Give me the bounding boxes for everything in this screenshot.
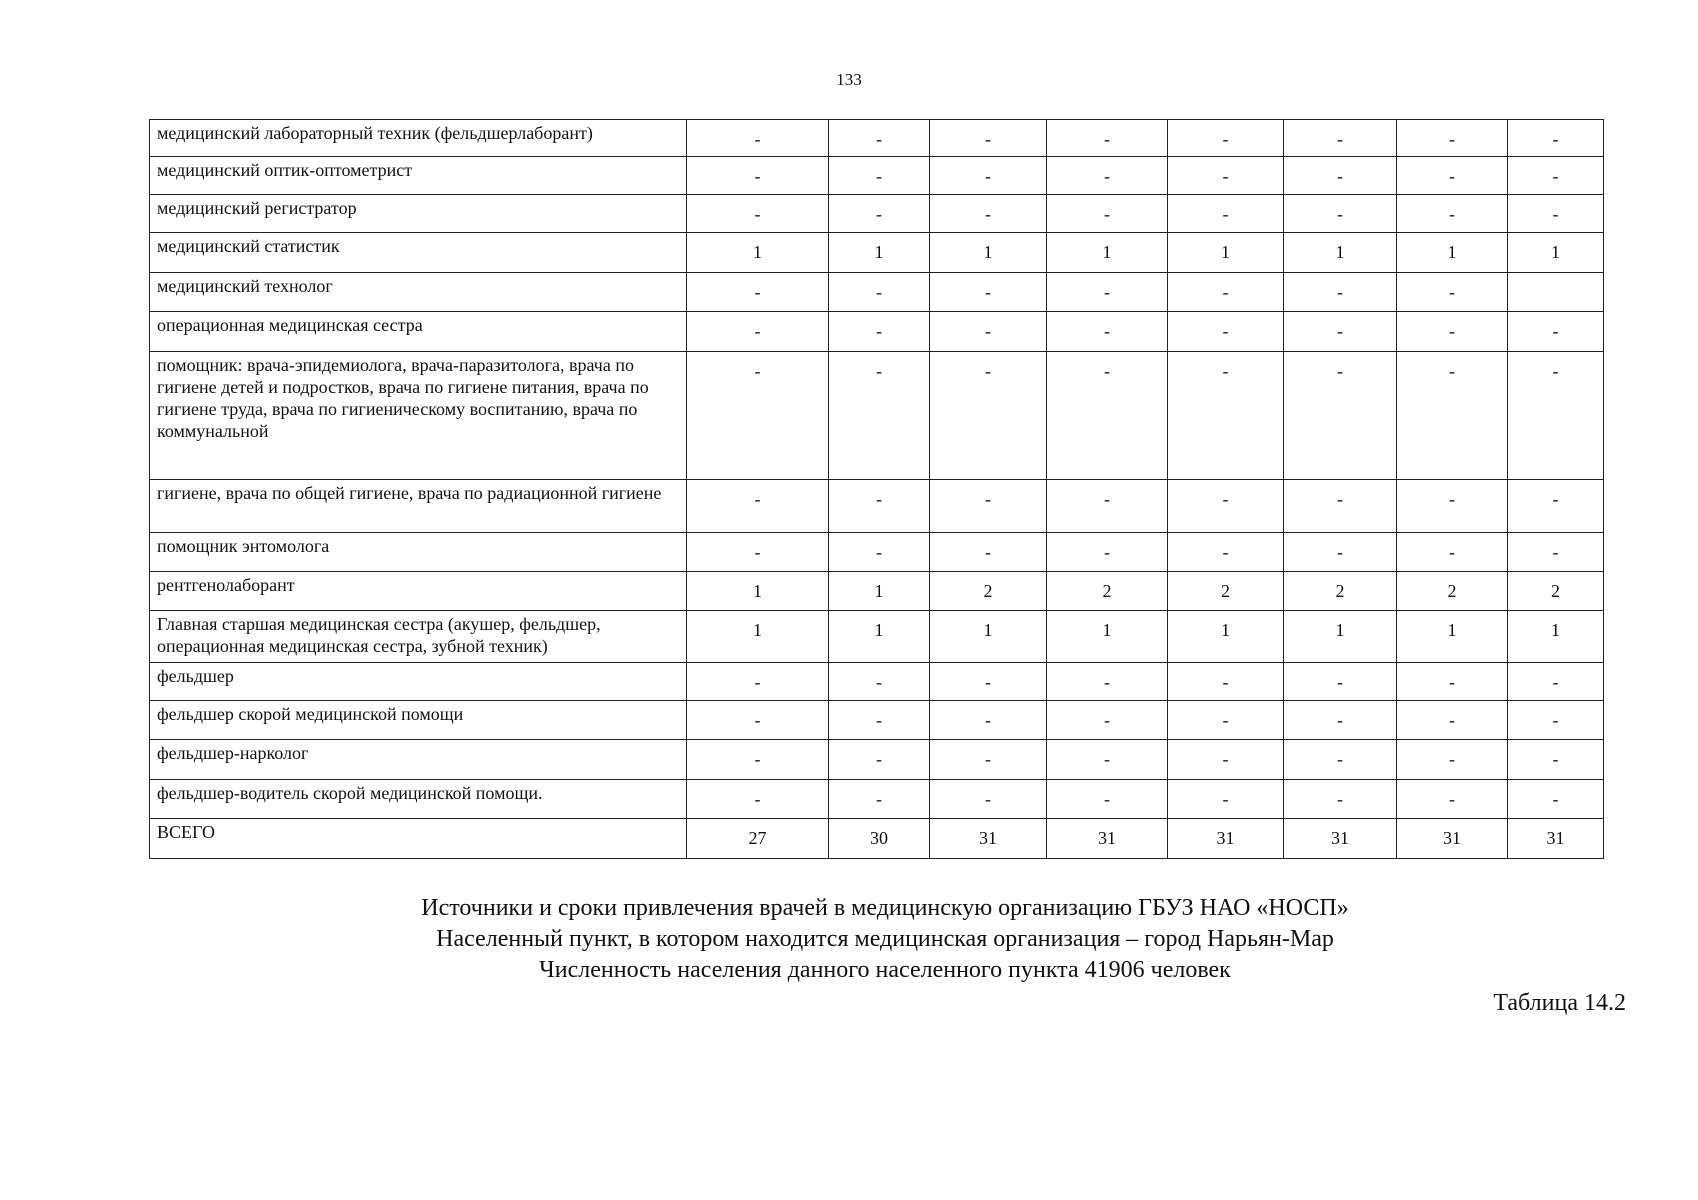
value-cell: - <box>1508 120 1604 157</box>
value-cell: - <box>930 701 1047 740</box>
value-cell: - <box>1168 480 1284 533</box>
value-cell: - <box>1168 273 1284 312</box>
table-row <box>150 572 1604 611</box>
value-cell: - <box>930 352 1047 480</box>
value-cell: - <box>1168 533 1284 572</box>
value-cell: 1 <box>1508 611 1604 663</box>
table-row <box>150 352 1604 480</box>
value-cell: - <box>687 352 829 480</box>
table-row <box>150 819 1604 859</box>
value-cell: - <box>1397 740 1508 780</box>
value-cell: - <box>829 312 930 352</box>
value-cell: - <box>1047 663 1168 701</box>
value-cell: - <box>1047 120 1168 157</box>
value-cell: - <box>1047 312 1168 352</box>
value-cell: - <box>687 701 829 740</box>
value-cell: 2 <box>1508 572 1604 611</box>
row-label: помощник энтомолога <box>150 533 687 572</box>
caption-line: Численность населения данного населенного пункта 41906 человек <box>539 957 1231 983</box>
value-cell: - <box>687 663 829 701</box>
value-cell: - <box>1284 480 1397 533</box>
value-cell: 1 <box>829 233 930 273</box>
table-number: Таблица 14.2 <box>1493 990 1626 1016</box>
value-cell: - <box>829 701 930 740</box>
value-cell: - <box>829 480 930 533</box>
row-label: ВСЕГО <box>150 819 687 859</box>
value-cell: 1 <box>687 572 829 611</box>
value-cell: - <box>687 740 829 780</box>
value-cell: 31 <box>930 819 1047 859</box>
value-cell: - <box>1397 352 1508 480</box>
value-cell: - <box>1508 780 1604 819</box>
value-cell: - <box>1284 273 1397 312</box>
table-row <box>150 312 1604 352</box>
value-cell: - <box>930 195 1047 233</box>
value-cell: - <box>1284 120 1397 157</box>
value-cell: - <box>1047 701 1168 740</box>
value-cell: - <box>1284 780 1397 819</box>
row-label: медицинский технолог <box>150 273 687 312</box>
value-cell: - <box>1397 312 1508 352</box>
value-cell: - <box>1284 352 1397 480</box>
value-cell: - <box>930 480 1047 533</box>
value-cell: - <box>1508 533 1604 572</box>
value-cell: - <box>829 533 930 572</box>
value-cell: - <box>1284 195 1397 233</box>
value-cell: 31 <box>1397 819 1508 859</box>
value-cell: - <box>1168 663 1284 701</box>
value-cell: 1 <box>1397 611 1508 663</box>
value-cell: - <box>930 663 1047 701</box>
value-cell: - <box>1047 480 1168 533</box>
row-label: рентгенолаборант <box>150 572 687 611</box>
value-cell: 30 <box>829 819 930 859</box>
value-cell: - <box>930 273 1047 312</box>
table-row <box>150 780 1604 819</box>
value-cell: - <box>1284 663 1397 701</box>
row-label: фельдшер скорой медицинской помощи <box>150 701 687 740</box>
value-cell: - <box>1508 480 1604 533</box>
value-cell: - <box>1168 740 1284 780</box>
value-cell: 1 <box>1168 233 1284 273</box>
value-cell: 31 <box>1284 819 1397 859</box>
row-label: фельдшер-нарколог <box>150 740 687 780</box>
value-cell: - <box>1284 157 1397 195</box>
value-cell: - <box>1397 533 1508 572</box>
value-cell: - <box>1047 533 1168 572</box>
staffing-table <box>149 119 1604 859</box>
value-cell: 2 <box>1284 572 1397 611</box>
value-cell: 1 <box>829 611 930 663</box>
value-cell: - <box>1508 663 1604 701</box>
table-captions <box>0 893 1698 986</box>
value-cell: - <box>829 157 930 195</box>
value-cell: 1 <box>829 572 930 611</box>
value-cell: - <box>687 480 829 533</box>
row-label: медицинский статистик <box>150 233 687 273</box>
value-cell: - <box>1047 740 1168 780</box>
value-cell: - <box>687 312 829 352</box>
table-row <box>150 233 1604 273</box>
value-cell: - <box>829 120 930 157</box>
value-cell: - <box>687 533 829 572</box>
value-cell: - <box>1397 157 1508 195</box>
value-cell: - <box>829 195 930 233</box>
table-row <box>150 157 1604 195</box>
value-cell: - <box>930 120 1047 157</box>
row-label: Главная старшая медицинская сестра (акушер, фельдшер, операционная медицинская сестра, зубной техник) <box>150 611 687 663</box>
value-cell: - <box>1397 195 1508 233</box>
table-row <box>150 663 1604 701</box>
value-cell: 1 <box>1284 233 1397 273</box>
value-cell: - <box>1168 780 1284 819</box>
row-label: медицинский лабораторный техник (фельдшерлаборант) <box>150 120 687 157</box>
value-cell: - <box>1047 157 1168 195</box>
row-label: операционная медицинская сестра <box>150 312 687 352</box>
value-cell: 27 <box>687 819 829 859</box>
value-cell: - <box>1397 701 1508 740</box>
value-cell: 1 <box>930 233 1047 273</box>
table-row <box>150 273 1604 312</box>
caption-line: Населенный пункт, в котором находится медицинская организация – город Нарьян-Мар <box>436 926 1334 952</box>
value-cell: 1 <box>1508 233 1604 273</box>
row-label: медицинский оптик-оптометрист <box>150 157 687 195</box>
value-cell: - <box>930 740 1047 780</box>
value-cell: - <box>829 352 930 480</box>
row-label: помощник: врача-эпидемиолога, врача-паразитолога, врача по гигиене детей и подростков, врача по гигиене питания, врача по гигиене труда, врача по гигиеническому воспитанию, врача по коммунальной <box>150 352 687 480</box>
row-label: медицинский регистратор <box>150 195 687 233</box>
page-number: 133 <box>836 70 862 89</box>
value-cell: 1 <box>1047 233 1168 273</box>
value-cell: 2 <box>1047 572 1168 611</box>
value-cell: - <box>1047 780 1168 819</box>
value-cell: - <box>687 157 829 195</box>
value-cell: - <box>1168 157 1284 195</box>
caption-line: Источники и сроки привлечения врачей в медицинскую организацию ГБУЗ НАО «НОСП» <box>421 895 1349 921</box>
value-cell: 1 <box>1168 611 1284 663</box>
value-cell: - <box>687 780 829 819</box>
value-cell: - <box>1284 701 1397 740</box>
value-cell: 1 <box>687 611 829 663</box>
value-cell: - <box>687 273 829 312</box>
value-cell: - <box>687 120 829 157</box>
value-cell: - <box>1508 740 1604 780</box>
value-cell: - <box>1508 701 1604 740</box>
value-cell: - <box>930 157 1047 195</box>
row-label: фельдшер <box>150 663 687 701</box>
value-cell: - <box>930 780 1047 819</box>
value-cell: - <box>829 273 930 312</box>
value-cell: - <box>1168 352 1284 480</box>
table-row <box>150 195 1604 233</box>
table-row <box>150 701 1604 740</box>
value-cell: - <box>1508 195 1604 233</box>
value-cell: - <box>1508 312 1604 352</box>
value-cell: 31 <box>1508 819 1604 859</box>
value-cell: - <box>1397 120 1508 157</box>
value-cell: 2 <box>1168 572 1284 611</box>
row-label: фельдшер-водитель скорой медицинской помощи. <box>150 780 687 819</box>
table-row <box>150 480 1604 533</box>
value-cell: - <box>1397 480 1508 533</box>
value-cell: 1 <box>687 233 829 273</box>
value-cell <box>1508 273 1604 312</box>
value-cell: - <box>1397 273 1508 312</box>
table-row <box>150 740 1604 780</box>
value-cell: - <box>1168 195 1284 233</box>
value-cell: 1 <box>930 611 1047 663</box>
value-cell: - <box>1047 273 1168 312</box>
value-cell: - <box>829 780 930 819</box>
value-cell: 1 <box>1397 233 1508 273</box>
value-cell: - <box>930 533 1047 572</box>
value-cell: 1 <box>1284 611 1397 663</box>
value-cell: - <box>829 740 930 780</box>
value-cell: 31 <box>1168 819 1284 859</box>
value-cell: 1 <box>1047 611 1168 663</box>
table-row <box>150 533 1604 572</box>
value-cell: 2 <box>930 572 1047 611</box>
row-label: гигиене, врача по общей гигиене, врача по радиационной гигиене <box>150 480 687 533</box>
value-cell: - <box>1397 663 1508 701</box>
value-cell: - <box>1047 352 1168 480</box>
value-cell: - <box>1508 352 1604 480</box>
value-cell: - <box>1284 312 1397 352</box>
value-cell: - <box>687 195 829 233</box>
table-row <box>150 611 1604 663</box>
value-cell: 2 <box>1397 572 1508 611</box>
value-cell: - <box>1397 780 1508 819</box>
value-cell: - <box>1284 533 1397 572</box>
value-cell: - <box>829 663 930 701</box>
value-cell: - <box>1168 312 1284 352</box>
value-cell: - <box>930 312 1047 352</box>
value-cell: 31 <box>1047 819 1168 859</box>
value-cell: - <box>1168 120 1284 157</box>
value-cell: - <box>1284 740 1397 780</box>
value-cell: - <box>1168 701 1284 740</box>
value-cell: - <box>1508 157 1604 195</box>
value-cell: - <box>1047 195 1168 233</box>
table-row <box>150 120 1604 157</box>
